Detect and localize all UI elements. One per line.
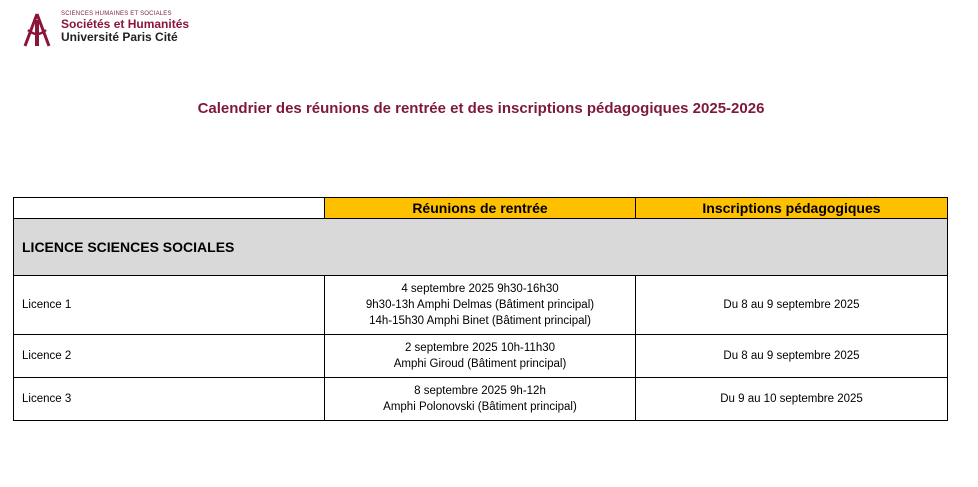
inscription-cell: Du 8 au 9 septembre 2025 xyxy=(636,335,948,378)
logo-line-2: Sociétés et Humanités xyxy=(61,17,190,31)
section-title: LICENCE SCIENCES SOCIALES xyxy=(14,219,948,276)
table-row xyxy=(14,335,948,378)
logo-line-1: SCIENCES HUMAINES ET SOCIALES xyxy=(61,11,172,17)
reunion-line: 4 septembre 2025 9h30-16h30 xyxy=(401,283,559,295)
logo-line-3: Université Paris Cité xyxy=(61,30,178,44)
reunion-line: Amphi Giroud (Bâtiment principal) xyxy=(393,358,567,370)
reunion-cell xyxy=(325,335,636,378)
row-label: Licence 2 xyxy=(14,335,325,378)
inscription-cell: Du 8 au 9 septembre 2025 xyxy=(636,276,948,335)
header-reunions: Réunions de rentrée xyxy=(325,198,636,219)
logo-text xyxy=(61,10,189,44)
table-header-row xyxy=(14,198,948,219)
row-label: Licence 3 xyxy=(14,378,325,421)
university-emblem-icon xyxy=(22,12,52,48)
reunion-line: 2 septembre 2025 10h-11h30 xyxy=(404,342,556,354)
table-row xyxy=(14,378,948,421)
table-row xyxy=(14,276,948,335)
reunion-line: Amphi Polonovski (Bâtiment principal) xyxy=(383,401,577,413)
header-empty-cell xyxy=(14,198,325,219)
reunion-line: 14h-15h30 Amphi Binet (Bâtiment principal) xyxy=(369,315,591,327)
reunion-line: 8 septembre 2025 9h-12h xyxy=(414,385,546,397)
inscription-cell: Du 9 au 10 septembre 2025 xyxy=(636,378,948,421)
page-title: Calendrier des réunions de rentrée et des inscriptions pédagogiques 2025-2026 xyxy=(197,100,765,117)
row-label: Licence 1 xyxy=(14,276,325,335)
reunion-cell xyxy=(325,276,636,335)
header-inscriptions: Inscriptions pédagogiques xyxy=(636,198,948,219)
reunion-line: 9h30-13h Amphi Delmas (Bâtiment principal) xyxy=(365,299,595,311)
reunion-cell xyxy=(325,378,636,421)
calendar-table xyxy=(13,197,948,421)
section-row xyxy=(14,219,948,276)
